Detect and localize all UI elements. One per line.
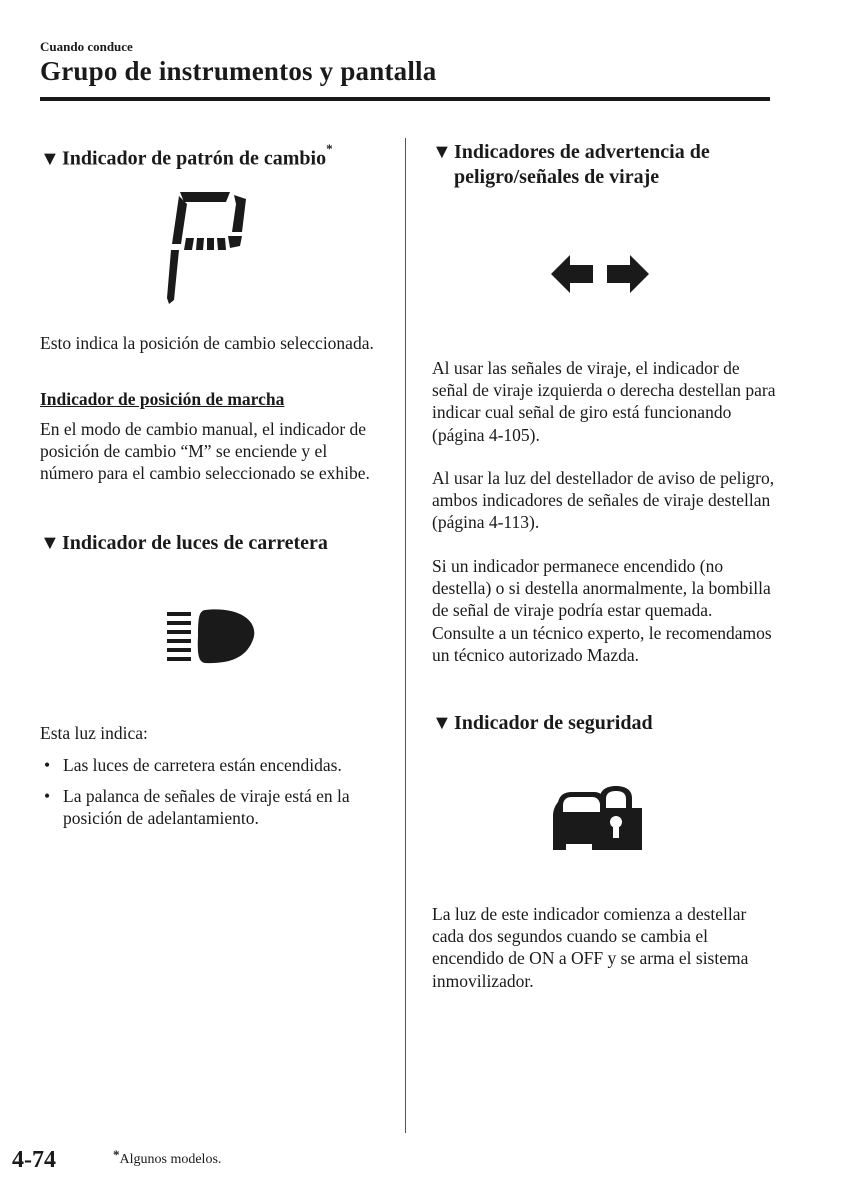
heading-marker: ▼	[432, 141, 452, 163]
high-beam-heading	[40, 531, 400, 556]
heading-marker: ▼	[40, 147, 60, 170]
asterisk-mark: *	[326, 141, 333, 156]
footnote	[113, 1147, 222, 1168]
heading-text-line1: Indicadores de advertencia de	[454, 141, 710, 163]
shift-indicator-heading	[40, 140, 400, 172]
high-beam-bullet-list	[40, 754, 390, 839]
heading-text-line2: peligro/señales de viraje	[454, 166, 660, 188]
security-description: La luz de este indicador comienza a destellar cada dos segundos cuando se cambia el encendido de ON a OFF y se arma el sistema inmovilizador.	[432, 904, 749, 991]
gear-position-description: En el modo de cambio manual, el indicador de posición de cambio “M” se enciende y el número para el cambio seleccionado se exhibe.	[40, 419, 370, 484]
heading-marker: ▼	[432, 712, 452, 734]
title-rule	[40, 97, 770, 101]
heading-marker: ▼	[40, 532, 60, 554]
heading-text: Indicador de seguridad	[454, 712, 653, 734]
footnote-text: Algunos modelos.	[119, 1152, 222, 1167]
asterisk-mark: *	[113, 1147, 120, 1162]
malfunction-description: Si un indicador permanece encendido (no destella) o si destella anormalmente, la bombilla de señal de viraje podría estar quemada. Consulte a un técnico experto, le recomendamos un técnico autorizado Mazda.	[432, 556, 772, 665]
list-item-text: Las luces de carretera están encendidas.	[63, 755, 342, 775]
high-beam-icon	[165, 608, 257, 666]
gear-position-subheading: Indicador de posición de marcha	[40, 389, 285, 409]
shift-description: Esto indica la posición de cambio seleccionada.	[40, 333, 374, 353]
turn-signal-description: Al usar las señales de viraje, el indicador de señal de viraje izquierda o derecha destellan para indicar cual señal de giro está funcionando (página 4-105).	[432, 358, 776, 445]
heading-text: Indicador de patrón de cambio	[62, 147, 327, 170]
page-title: Grupo de instrumentos y pantalla	[40, 56, 437, 86]
hazard-description: Al usar la luz del destellador de aviso de peligro, ambos indicadores de señales de viraje destellan (página 4-113).	[432, 468, 775, 533]
list-item-text: La palanca de señales de viraje está en la posición de adelantamiento.	[63, 786, 350, 829]
bullet-icon: •	[44, 755, 51, 775]
bullet-icon: •	[44, 786, 51, 807]
turn-signal-arrows-icon	[550, 253, 650, 295]
shift-pattern-p-icon	[166, 188, 250, 308]
page-number: 4-74	[12, 1147, 56, 1173]
hazard-turn-heading	[432, 140, 812, 190]
high-beam-intro: Esta luz indica:	[40, 723, 148, 743]
column-divider	[405, 138, 406, 1133]
list-item	[40, 785, 390, 829]
list-item	[40, 754, 390, 776]
security-car-lock-icon	[550, 786, 644, 852]
section-label: Cuando conduce	[40, 39, 133, 54]
security-heading	[432, 711, 792, 736]
heading-text: Indicador de luces de carretera	[62, 532, 328, 554]
